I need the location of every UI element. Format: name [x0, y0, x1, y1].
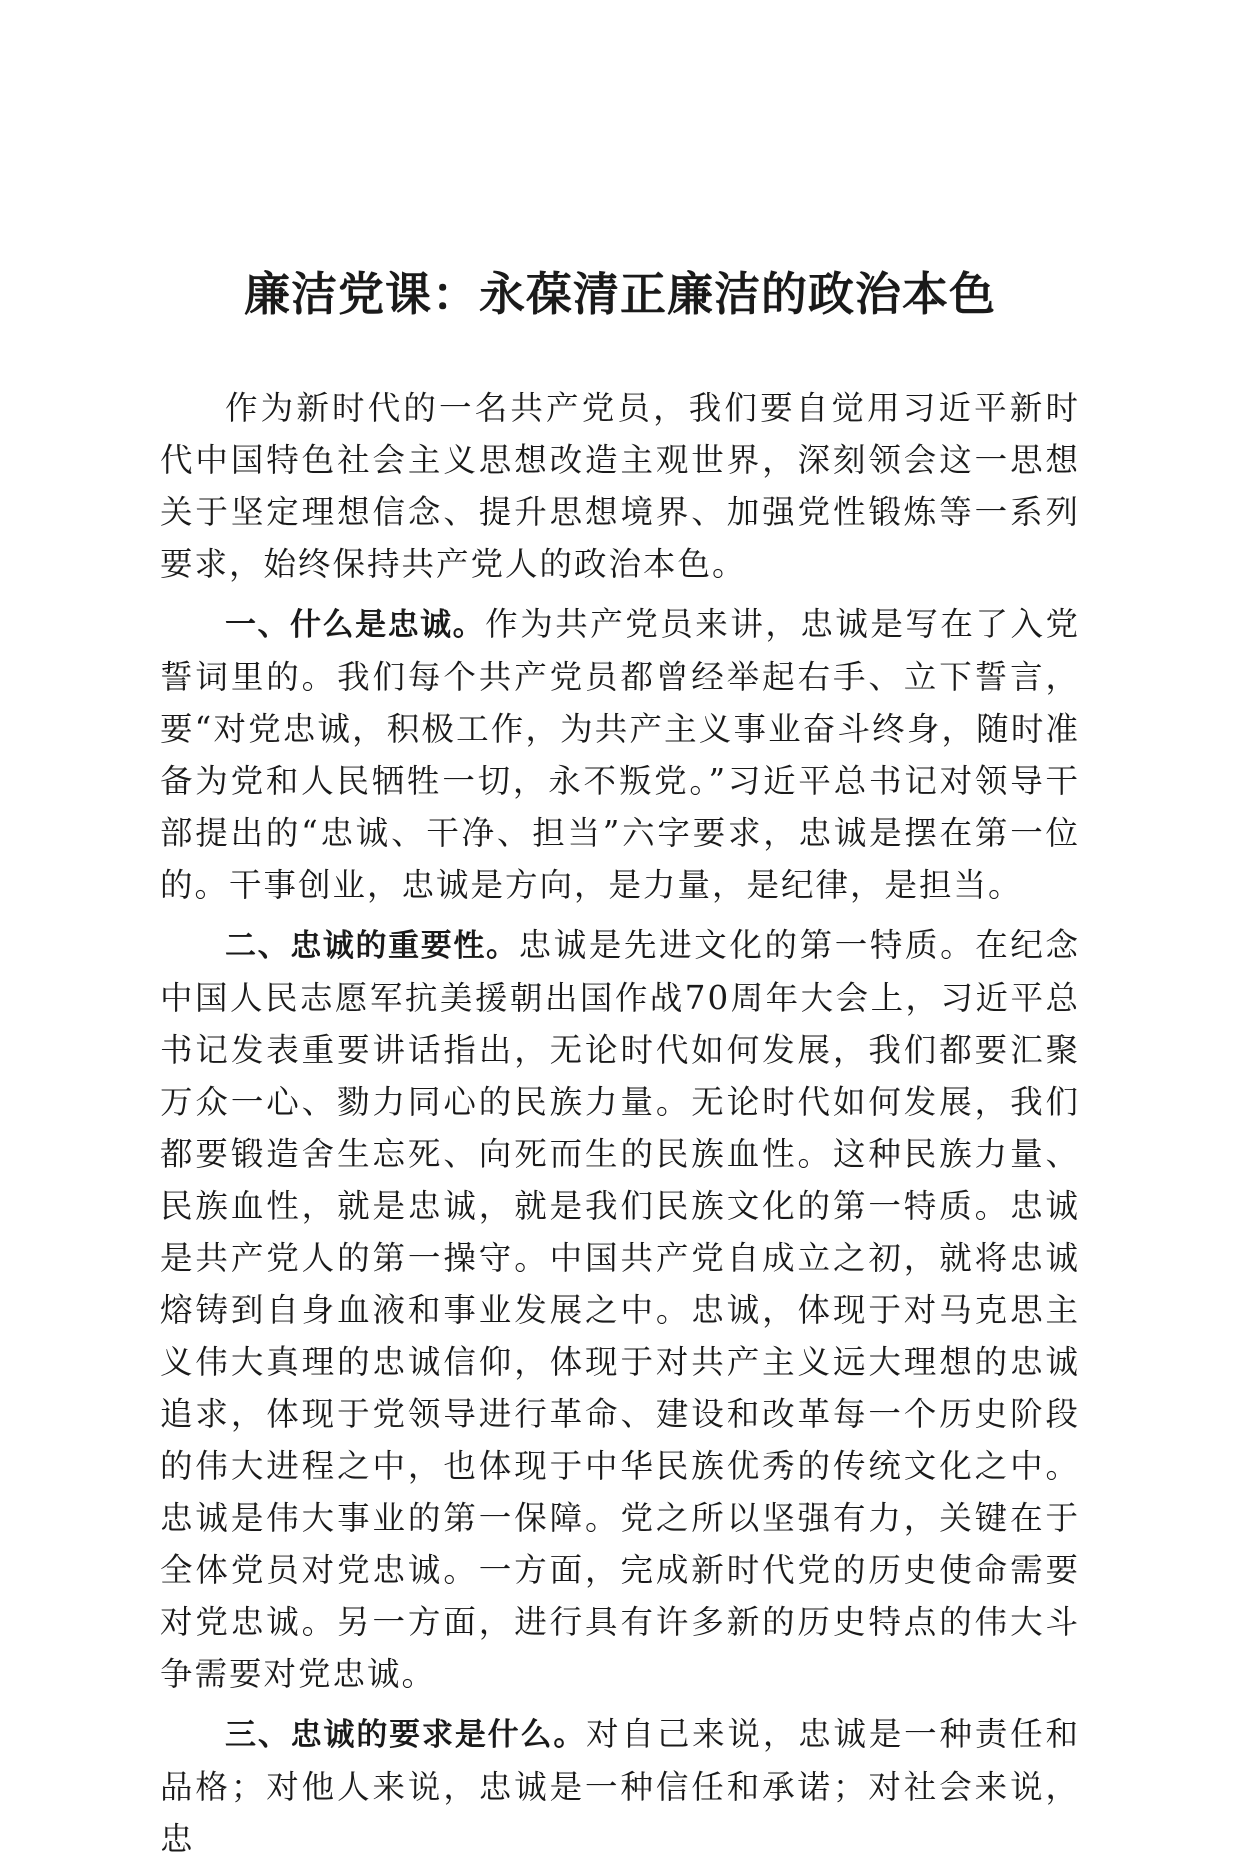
section-3-text: 对自己来说，忠诚是一种责任和品格；对他人来说，忠诚是一种信任和承诺；对社会来说，忠 [160, 1715, 1080, 1858]
document-title: 廉洁党课：永葆清正廉洁的政治本色 [244, 267, 996, 321]
section-2-text: 忠诚是先进文化的第一特质。在纪念中国人民志愿军抗美援朝出国作战70周年大会上，习近平总书记发表重要讲话指出，无论时代如何发展，我们都要汇聚万众一心、勠力同心的民族力量。无论时代如何发展，我们都要锻造舍生忘死、向死而生的民族血性。这种民族力量、民族血性，就是忠诚，就是我们民族文化的第一特质。忠诚是共产党人的第一操守。中国共产党自成立之初，就将忠诚熔铸到自身血液和事业发展之中。忠诚，体现于对马克思主义伟大真理的忠诚信仰，体现于对共产主义远大理想的忠诚追求，体现于党领导进行革命、建设和改革每一个历史阶段的伟大进程之中，也体现于中华民族优秀的传统文化之中。忠诚是伟大事业的第一保障。党之所以坚强有力，关键在于全体党员对党忠诚。一方面，完成新时代党的历史使命需要对党忠诚。另一方面，进行具有许多新的历史特点的伟大斗争需要对党忠诚。 [160, 926, 1080, 1693]
section-3-heading: 三、忠诚的要求是什么。 [225, 1717, 587, 1753]
intro-paragraph: 作为新时代的一名共产党员，我们要自觉用习近平新时代中国特色社会主义思想改造主观世界，深刻领会这一思想关于坚定理想信念、提升思想境界、加强党性锻炼等一系列要求，始终保持共产党人的政治本色。 [160, 389, 1080, 583]
section-1-text: 作为共产党员来讲，忠诚是写在了入党誓词里的。我们每个共产党员都曾经举起右手、立下誓言，要“对党忠诚，积极工作，为共产主义事业奋斗终身，随时准备为党和人民牺牲一切，永不叛党。”习近平总书记对领导干部提出的“忠诚、干净、担当”六字要求，忠诚是摆在第一位的。干事创业，忠诚是方向，是力量，是纪律，是担当。 [160, 605, 1080, 904]
section-1-heading: 一、什么是忠诚。 [225, 607, 486, 643]
section-1-paragraph [160, 598, 1080, 911]
section-3-paragraph [160, 1708, 1080, 1865]
section-2-heading: 二、忠诚的重要性。 [225, 928, 519, 964]
document-body [160, 382, 1080, 1865]
section-2-paragraph [160, 919, 1080, 1700]
